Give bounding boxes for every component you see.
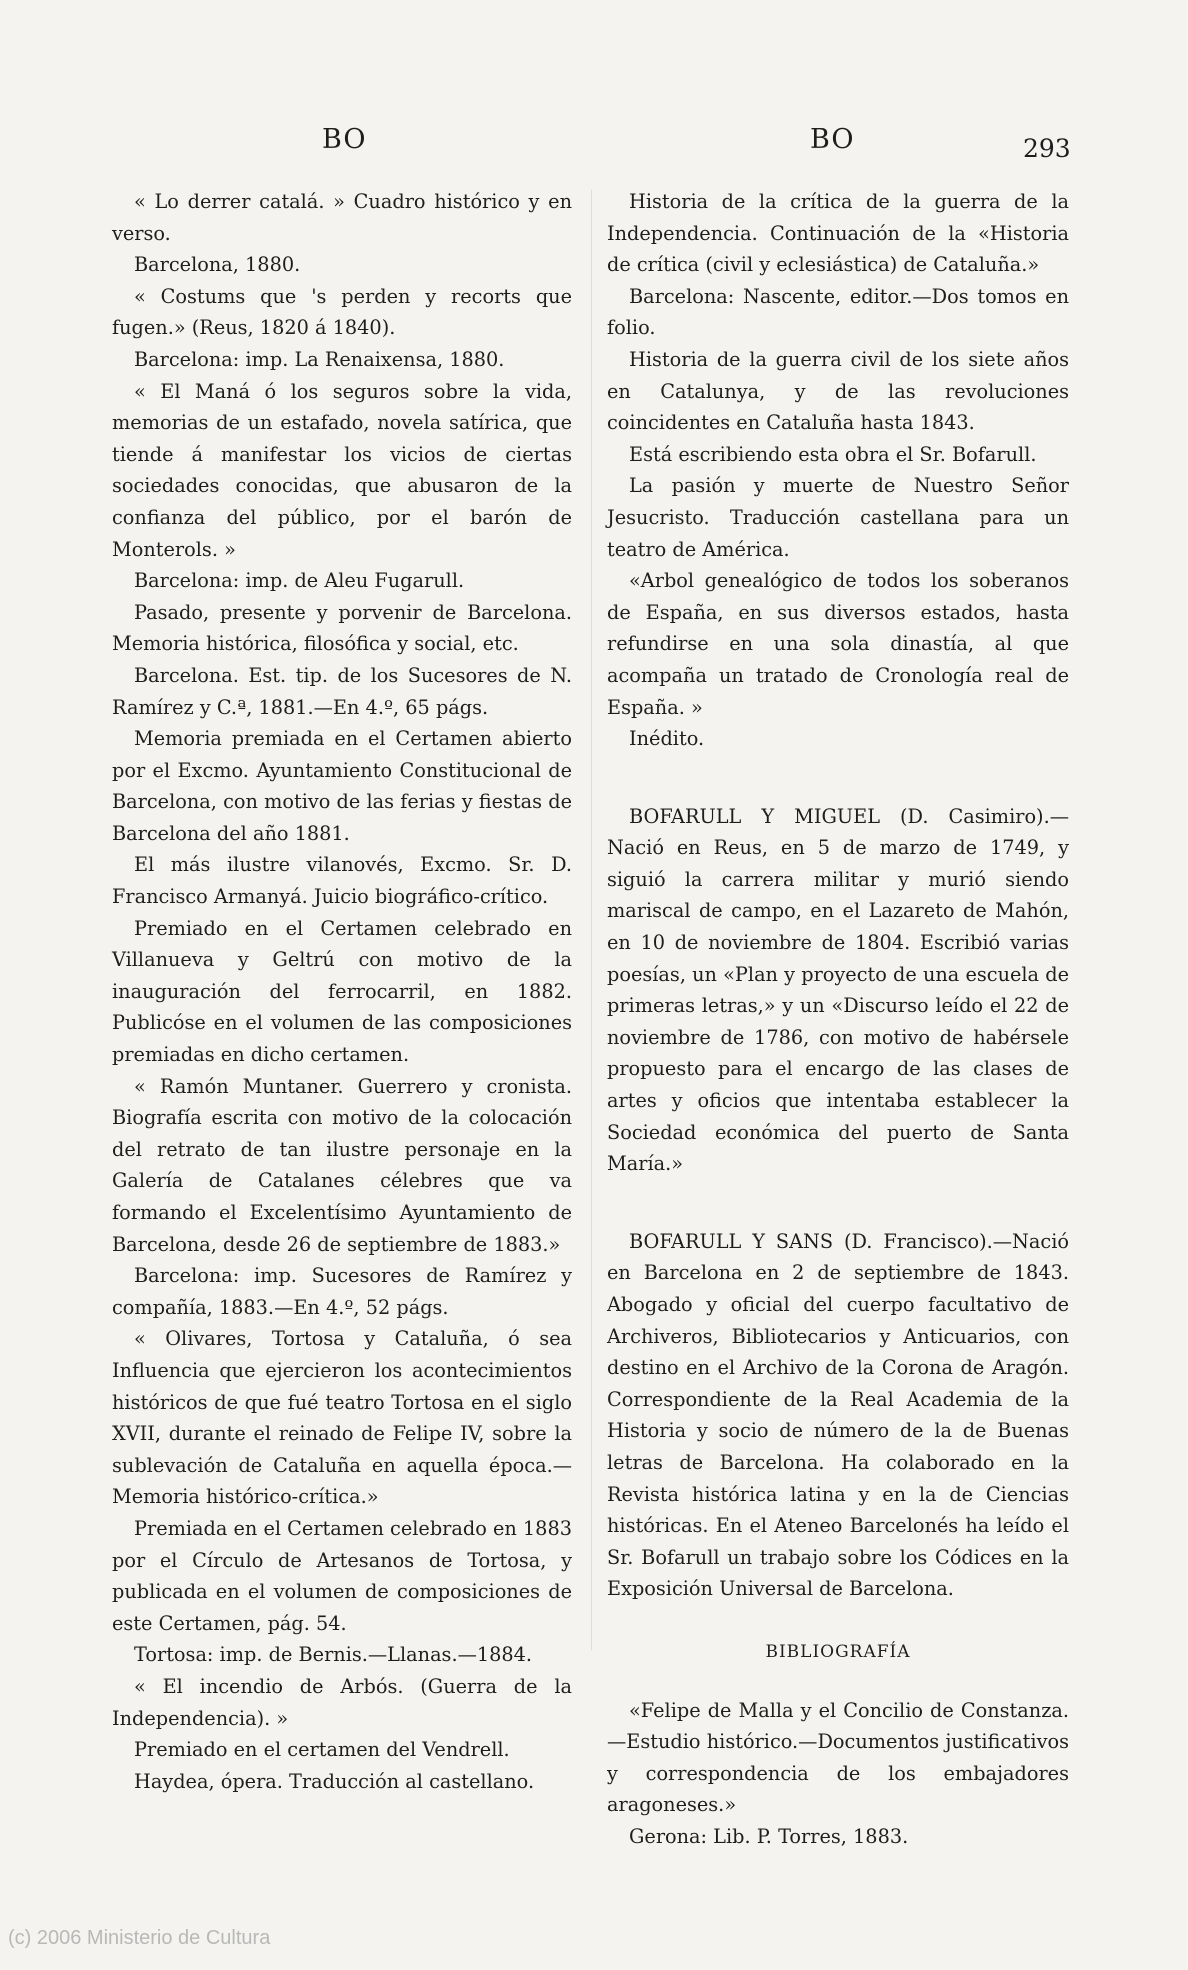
entry-bofarull-y-sans: BOFARULL Y SANS (D. Francisco).—Nació en Barcelona en 2 de septiembre de 1843. Abogado y oficial del cuerpo facultativo de Archiveros, Bibliotecarios y Anticuarios, con destino en el Archivo de la Corona de Aragón. Correspondiente de la Real Academia de la Historia y socio de número de la de Buenas letras de Barcelona. Ha colaborado en la Revista histórica latina y en la de Ciencias históricas. En el Ateneo Barcelonés ha leído el Sr. Bofarull un trabajo sobre los Códices en la Exposición Universal de Barcelona. (607, 1229, 1069, 1601)
paragraph: Haydea, ópera. Traducción al castellano. (134, 1769, 535, 1793)
paragraph: El más ilustre vilanovés, Excmo. Sr. D. Francisco Armanyá. Juicio biográfico-crítico. (112, 853, 572, 909)
paragraph: Premiado en el Certamen celebrado en Villanueva y Geltrú con motivo de la inauguración del ferrocarril, en 1882. Publicóse en el volumen de las composiciones premiadas en dicho certamen. (112, 916, 572, 1067)
paragraph: Barcelona, 1880. (134, 253, 301, 277)
paragraph: « Lo derrer catalá. » Cuadro histórico y en verso. (112, 190, 572, 245)
paragraph: « Costums que 's perden y recorts que fugen.» (Reus, 1820 á 1840). (112, 284, 572, 340)
column-divider (591, 190, 592, 1650)
bibliography-item: Gerona: Lib. P. Torres, 1883. (629, 1824, 909, 1848)
paragraph: Tortosa: imp. de Bernis.—Llanas.—1884. (134, 1643, 533, 1667)
paragraph: Está escribiendo esta obra el Sr. Bofarull. (629, 442, 1037, 466)
paragraph: Barcelona: imp. La Renaixensa, 1880. (134, 347, 505, 371)
bibliography-heading: BIBLIOGRAFÍA (765, 1641, 911, 1662)
right-column (607, 186, 1069, 1853)
paragraph: « El Maná ó los seguros sobre la vida, memorias de un estafado, novela satírica, que tiende á manifestar los vicios de ciertas sociedades conocidas, que abusaron de la confianza del público, por el barón de Monterols. » (112, 379, 572, 561)
paragraph: Pasado, presente y porvenir de Barcelona. Memoria histórica, filosófica y social, etc. (112, 600, 572, 656)
bibliography-item: «Felipe de Malla y el Concilio de Constanza. —Estudio histórico.—Documentos justificativos y correspondencia de los embajadores aragoneses.» (607, 1698, 1069, 1817)
running-head-left: BO (322, 124, 367, 155)
paragraph: Memoria premiada en el Certamen abierto por el Excmo. Ayuntamiento Constitucional de Barcelona, con motivo de las ferias y fiestas de Barcelona del año 1881. (112, 727, 572, 845)
paragraph: Historia de la guerra civil de los siete años en Catalunya, y de las revoluciones coincidentes en Cataluña hasta 1843. (607, 347, 1069, 435)
paragraph: Inédito. (629, 727, 705, 751)
paragraph: Barcelona: imp. de Aleu Fugarull. (134, 569, 465, 593)
paragraph: Barcelona: imp. Sucesores de Ramírez y compañía, 1883.—En 4.º, 52 págs. (112, 1264, 572, 1319)
paragraph: Barcelona: Nascente, editor.—Dos tomos en folio. (607, 284, 1069, 340)
paragraph: « El incendio de Arbós. (Guerra de la Independencia). » (112, 1674, 572, 1730)
paragraph: « Olivares, Tortosa y Cataluña, ó sea Influencia que ejercieron los acontecimientos históricos de que fué teatro Tortosa en el siglo XVII, durante el reinado de Felipe IV, sobre la sublevación de Cataluña en aquella época.—Memoria histórico-crítica.» (112, 1327, 572, 1509)
entry-bofarull-y-miguel: BOFARULL Y MIGUEL (D. Casimiro).—Nació en Reus, en 5 de marzo de 1749, y siguió la carrera militar y murió siendo mariscal de campo, en el Lazareto de Mahón, en 10 de noviembre de 1804. Escribió varias poesías, un «Plan y proyecto de una escuela de primeras letras,» y un «Discurso leído el 22 de noviembre de 1786, con motivo de habérsele propuesto para el encargo de las clases de artes y oficios que intentaba establecer la Sociedad económica del puerto de Santa María.» (607, 804, 1069, 1176)
running-head-right: BO (810, 124, 855, 155)
page-number: 293 (1023, 134, 1071, 163)
paragraph: Barcelona. Est. tip. de los Sucesores de N. Ramírez y C.ª, 1881.—En 4.º, 65 págs. (112, 663, 572, 719)
paragraph: Premiada en el Certamen celebrado en 1883 por el Círculo de Artesanos de Tortosa, y publicada en el volumen de composiciones de este Certamen, pág. 54. (112, 1516, 572, 1635)
copyright-watermark: (c) 2006 Ministerio de Cultura (8, 1927, 271, 1949)
left-column (112, 186, 572, 1797)
paragraph: «Arbol genealógico de todos los soberanos de España, en sus diversos estados, hasta refundirse en una sola dinastía, al que acompaña un tratado de Cronología real de España. » (607, 569, 1069, 719)
paragraph: La pasión y muerte de Nuestro Señor Jesucristo. Traducción castellana para un teatro de América. (607, 474, 1069, 561)
paragraph: « Ramón Muntaner. Guerrero y cronista. Biografía escrita con motivo de la colocación del retrato de tan ilustre personaje en la Galería de Catalanes célebres que va formando el Excelentísimo Ayuntamiento de Barcelona, desde 26 de septiembre de 1883.» (112, 1074, 572, 1256)
paragraph: Historia de la crítica de la guerra de la Independencia. Continuación de la «Historia de crítica (civil y eclesiástica) de Cataluña.» (607, 190, 1069, 277)
paragraph: Premiado en el certamen del Vendrell. (134, 1738, 510, 1762)
